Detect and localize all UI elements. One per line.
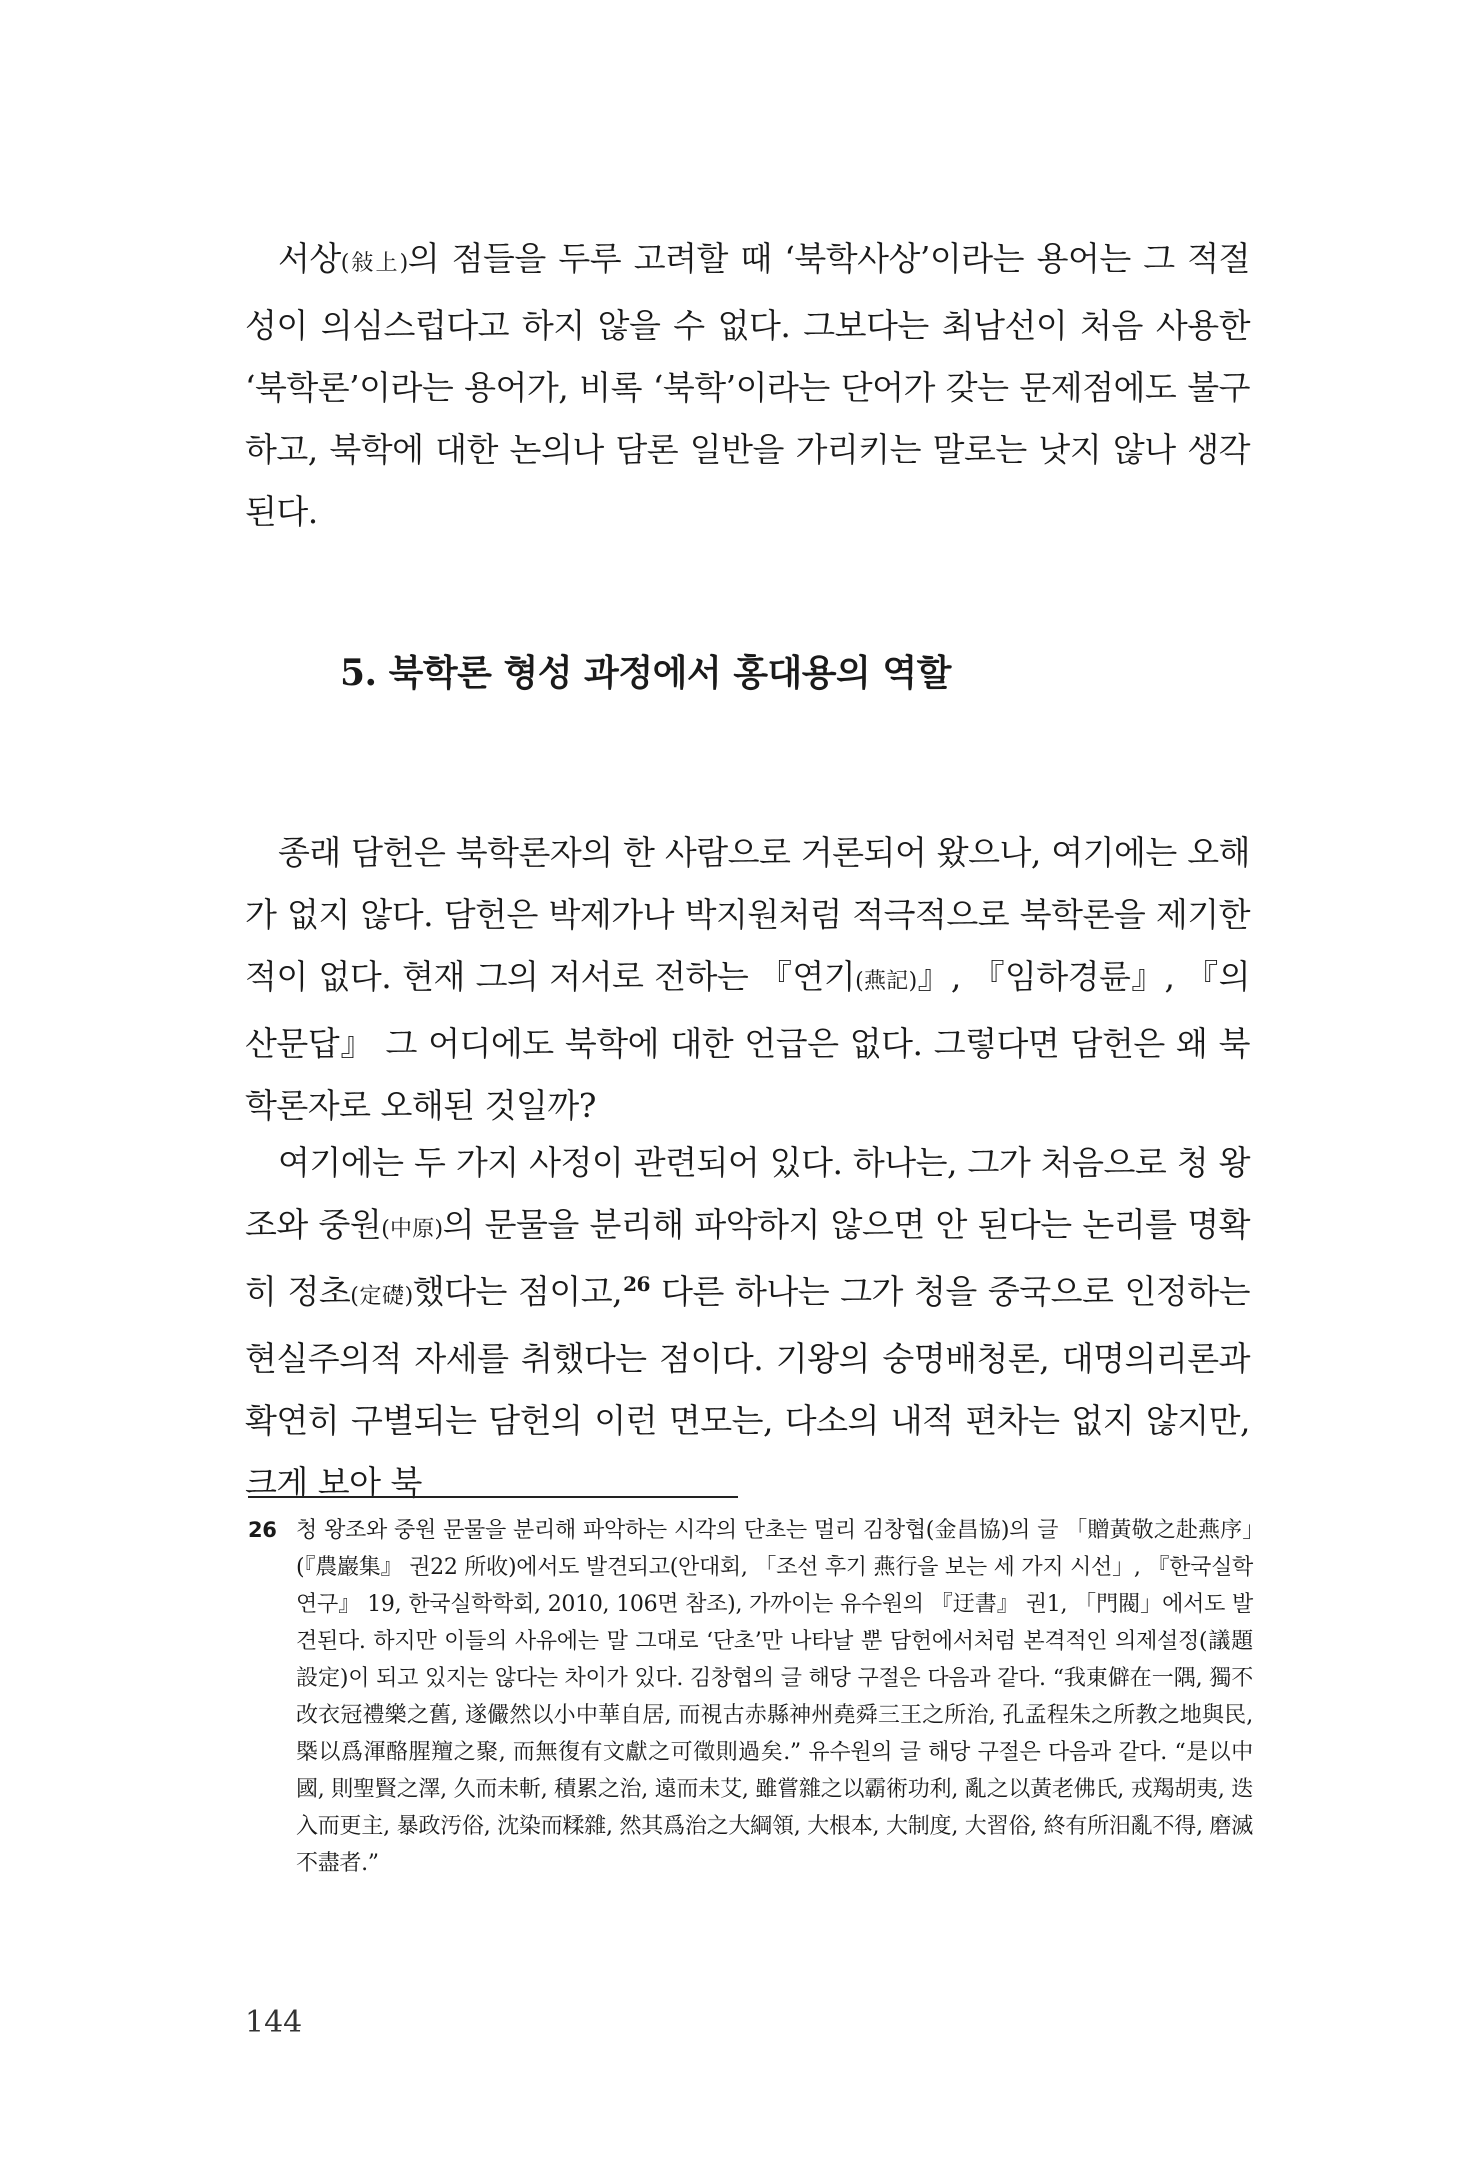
page-number: 144 — [245, 2005, 303, 2040]
intro-paragraph — [245, 228, 1250, 543]
intro-text-start: 서상 — [278, 239, 341, 278]
footnote-text: 청 왕조와 중원 문물을 분리해 파악하는 시각의 단초는 멀리 김창협(金昌協)의 글 「贈黃敬之赴燕序」(『農巖集』 권22 所收)에서도 발견되고(안대회, 「조선 후기 燕行을 보는 세 가지 시선」, 『한국실학연구』 19, 한국실학학회, 2010, 106면 참조), 가까이는 유수원의 『迂書』 권1, 「門閥」에서도 발견된다. 하지만 이들의 사유에는 말 그대로 ‘단초’만 나타날 뿐 담헌에서처럼 본격적인 의제설정(議題設定)이 되고 있지는 않다는 차이가 있다. 김창협의 글 해당 구절은 다음과 같다. “我東僻在一隅, 獨不改衣冠禮樂之舊, 遂儼然以小中華自居, 而視古赤縣神州堯舜三王之所治, 孔孟程朱之所教之地與民, 槩以爲渾酪腥羶之聚, 而無復有文獻之可徵則過矣.” 유수원의 글 해당 구절은 다음과 같다. “是以中國, 則聖賢之澤, 久而未斬, 積累之治, 遠而未艾, 雖嘗雜之以霸術功利, 亂之以黃老佛氏, 戎羯胡夷, 迭入而更主, 暴政汚俗, 沈染而糅雜, 然其爲治之大綱領, 大根本, 大制度, 大習俗, 終有所汨亂不得, 磨滅不盡者.” — [296, 1518, 1253, 1876]
body-paragraph-1 — [245, 822, 1250, 1137]
section-heading: 5. 북학론 형성 과정에서 홍대용의 역할 — [340, 652, 951, 694]
body1-text-rest: 』, 『임하경륜』, 『의산문답』 그 어디에도 북학에 대한 언급은 없다. 그렇다면 담헌은 왜 북학론자로 오해된 것일까? — [245, 957, 1250, 1125]
footnote-reference[interactable]: 26 — [623, 1272, 650, 1296]
body1-text-start: 종래 담헌은 북학론자의 한 사람으로 거론되어 왔으나, 여기에는 오해가 없지 않다. 담헌은 박제가나 박지원처럼 적극적으로 북학론을 제기한 적이 없다. 현재 그의 저서로 전하는 『연기 — [245, 833, 1250, 996]
body-paragraph-2 — [245, 1132, 1250, 1514]
footnote-divider — [248, 1496, 738, 1498]
body1-hanja: (燕記) — [855, 969, 917, 994]
footnote-number: 26 — [248, 1518, 277, 1542]
body2-text-3: 했다는 점이고, — [412, 1272, 623, 1311]
body2-text-4: 다른 하나는 그가 청을 중국으로 인정하는 현실주의적 자세를 취했다는 점이다. 기왕의 숭명배청론, 대명의리론과 확연히 구별되는 담헌의 이런 면모는, 다소의 내적 편차는 없지 않지만, 크게 보아 북 — [245, 1272, 1251, 1502]
intro-text-rest: 의 점들을 두루 고려할 때 ‘북학사상’이라는 용어는 그 적절성이 의심스럽다고 하지 않을 수 없다. 그보다는 최남선이 처음 사용한 ‘북학론’이라는 용어가, 비록 ‘북학’이라는 단어가 갖는 문제점에도 불구하고, 북학에 대한 논의나 담론 일반을 가리키는 말로는 낫지 않나 생각된다. — [245, 239, 1250, 531]
footnote — [248, 1512, 1253, 1882]
body2-text-1: 여기에는 두 가지 사정이 관련되어 있다. 하나는, 그가 처음으로 청 왕조와 중원 — [245, 1143, 1250, 1244]
body2-text-2: 의 문물을 분리해 파악하지 않으면 안 된다는 논리를 명확히 정초 — [245, 1205, 1250, 1311]
body2-hanja-2: (定礎) — [350, 1284, 413, 1309]
body2-hanja-1: (中原) — [381, 1217, 443, 1242]
intro-hanja: (敍上) — [340, 251, 408, 276]
